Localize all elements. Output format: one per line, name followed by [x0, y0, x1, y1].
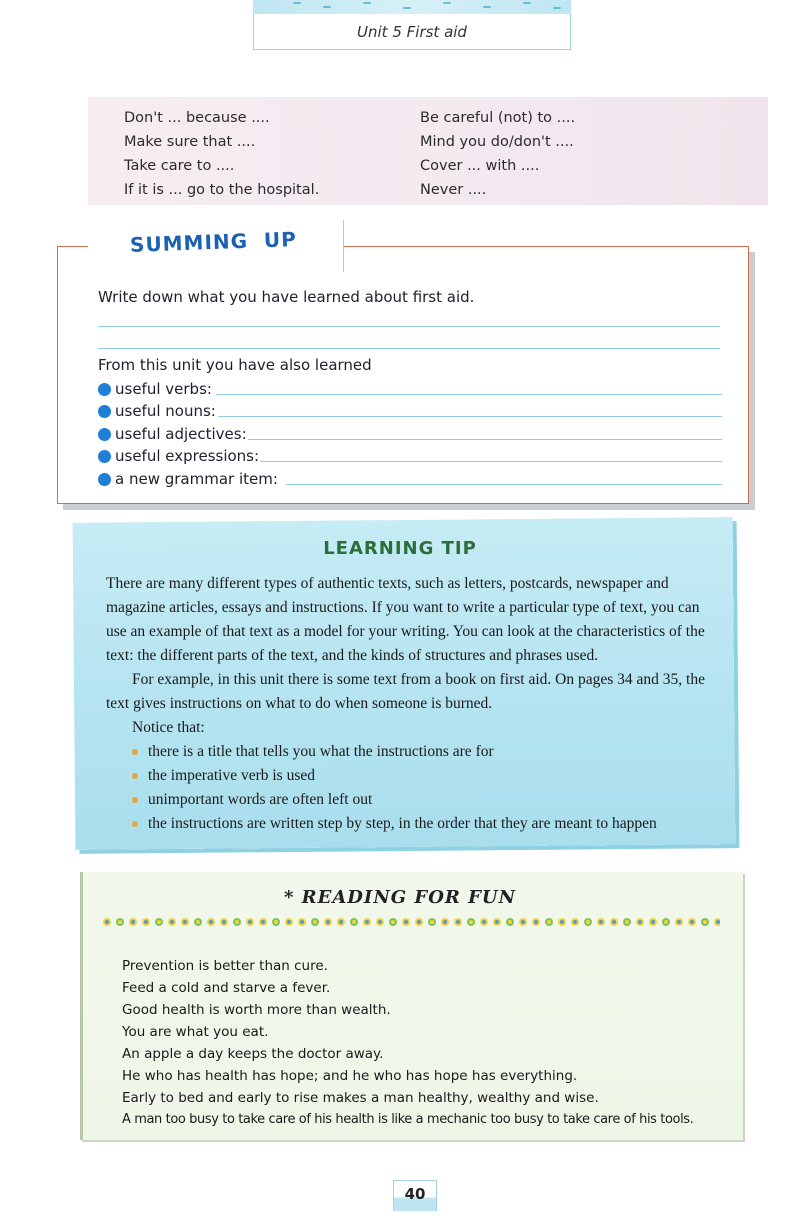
- flower-icon: [258, 917, 268, 927]
- write-line[interactable]: [98, 348, 720, 349]
- bullet-dot-icon: [98, 405, 111, 418]
- flower-icon: [700, 917, 710, 927]
- learned-item-expressions: [98, 445, 259, 467]
- flower-icon: [271, 917, 281, 927]
- proverb-line: Good health is worth more than wealth.: [122, 1002, 391, 1018]
- flower-icon: [141, 917, 151, 927]
- flower-icon: [362, 917, 372, 927]
- write-line-verbs[interactable]: [216, 394, 722, 395]
- tip-bullet: there is a title that tells you what the instructions are for: [132, 740, 716, 764]
- expression-item: Take care to ....: [124, 158, 235, 174]
- expression-item: Mind you do/don't ....: [420, 134, 574, 150]
- flower-icon: [193, 917, 203, 927]
- flower-icon: [284, 917, 294, 927]
- proverb-line: Feed a cold and starve a fever.: [122, 980, 331, 996]
- tip-bullet: the instructions are written step by step, in the order that they are meant to happen: [132, 812, 716, 836]
- summing-up-prompt: Write down what you have learned about first aid.: [98, 288, 475, 306]
- flower-icon: [297, 917, 307, 927]
- flower-icon: [401, 917, 411, 927]
- learned-item-label: useful verbs:: [115, 380, 212, 398]
- bullet-dot-icon: [98, 428, 111, 441]
- flower-icon: [219, 917, 229, 927]
- write-line-adjectives[interactable]: [248, 439, 722, 440]
- flower-icon: [167, 917, 177, 927]
- flower-icon: [557, 917, 567, 927]
- flower-icon: [648, 917, 658, 927]
- flower-icon: [414, 917, 424, 927]
- flower-icon: [674, 917, 684, 927]
- flower-icon: [622, 917, 632, 927]
- flower-icon: [180, 917, 190, 927]
- page-number-text: 40: [404, 1185, 426, 1203]
- proverb-line: Prevention is better than cure.: [122, 958, 328, 974]
- flower-icon: [466, 917, 476, 927]
- flower-icon: [505, 917, 515, 927]
- flower-icon: [492, 917, 502, 927]
- bullet-dot-icon: [98, 473, 111, 486]
- learning-tip-title: LEARNING TIP: [323, 538, 477, 559]
- learned-item-verbs: [98, 378, 212, 400]
- expressions-right-column: [420, 106, 575, 202]
- expressions-left-column: [124, 106, 319, 202]
- flower-icon: [128, 917, 138, 927]
- proverb-line: An apple a day keeps the doctor away.: [122, 1046, 384, 1062]
- proverb-line: He who has health has hope; and he who has hope has everything.: [122, 1068, 578, 1084]
- expression-item: Make sure that ....: [124, 134, 256, 150]
- reading-for-fun-lines: [122, 955, 693, 1131]
- flower-icon: [349, 917, 359, 927]
- flower-icon: [518, 917, 528, 927]
- flower-border-decoration: [102, 914, 720, 930]
- write-line-nouns[interactable]: [218, 416, 722, 417]
- flower-icon: [115, 917, 125, 927]
- write-line[interactable]: [98, 326, 720, 327]
- flower-icon: [154, 917, 164, 927]
- summing-up-title: SUMMING UP: [129, 227, 298, 257]
- flower-icon: [232, 917, 242, 927]
- learned-item-grammar: [98, 468, 278, 490]
- flower-icon: [375, 917, 385, 927]
- write-line-grammar[interactable]: [286, 484, 722, 485]
- write-line-expressions[interactable]: [260, 461, 722, 462]
- expression-item: Be careful (not) to ....: [420, 110, 576, 126]
- flower-icon: [102, 917, 112, 927]
- expression-item: Don't ... because ....: [124, 110, 270, 126]
- flower-icon: [388, 917, 398, 927]
- learning-tip-body: [106, 572, 716, 836]
- flower-icon: [687, 917, 697, 927]
- learned-item-label: useful nouns:: [115, 402, 216, 420]
- expression-item: Never ....: [420, 182, 487, 198]
- flower-icon: [245, 917, 255, 927]
- flower-icon: [661, 917, 671, 927]
- page-number: [393, 1180, 437, 1211]
- unit-label-text: Unit 5 First aid: [357, 22, 467, 41]
- tip-bullet-list: [106, 740, 716, 836]
- flower-icon: [427, 917, 437, 927]
- flower-icon: [583, 917, 593, 927]
- bullet-dot-icon: [98, 383, 111, 396]
- flower-icon: [479, 917, 489, 927]
- tip-bullet: the imperative verb is used: [132, 764, 716, 788]
- flower-icon: [323, 917, 333, 927]
- learned-item-nouns: [98, 400, 216, 422]
- learned-item-label: a new grammar item:: [115, 470, 278, 488]
- flower-icon: [596, 917, 606, 927]
- expression-item: If it is ... go to the hospital.: [124, 182, 320, 198]
- flower-icon: [570, 917, 580, 927]
- flower-icon: [453, 917, 463, 927]
- proverb-line: A man too busy to take care of his health is like a mechanic too busy to take care of his tools.: [122, 1112, 694, 1127]
- proverb-line: You are what you eat.: [122, 1024, 269, 1040]
- learned-item-adjectives: [98, 423, 247, 445]
- learned-item-label: useful expressions:: [115, 447, 260, 465]
- unit-label: [253, 14, 571, 50]
- tip-notice: Notice that:: [132, 719, 205, 736]
- tip-paragraph-1: There are many different types of authentic texts, such as letters, postcards, newspaper and magazine articles, essays and instructions. If you want to write a particular type of text, you can use an example of that text as a model for your writing. You can look at the characteristics of the text: the different parts of the text, and the kinds of structures and phrases used.: [106, 575, 705, 664]
- tip-paragraph-2: For example, in this unit there is some text from a book on first aid. On pages 34 and 35, the text gives instructions on what to do when someone is burned.: [106, 671, 705, 712]
- reading-for-fun-title: * READING FOR FUN: [283, 887, 517, 908]
- flower-icon: [336, 917, 346, 927]
- tip-bullet: unimportant words are often left out: [132, 788, 716, 812]
- flower-icon: [531, 917, 541, 927]
- proverb-line: Early to bed and early to rise makes a man healthy, wealthy and wise.: [122, 1090, 599, 1106]
- flower-icon: [635, 917, 645, 927]
- flower-icon: [609, 917, 619, 927]
- expression-item: Cover ... with ....: [420, 158, 540, 174]
- header-decoration-strip: [253, 0, 571, 14]
- learned-item-label: useful adjectives:: [115, 425, 247, 443]
- flower-icon: [713, 917, 720, 927]
- flower-icon: [206, 917, 216, 927]
- bullet-dot-icon: [98, 450, 111, 463]
- flower-icon: [440, 917, 450, 927]
- flower-icon: [544, 917, 554, 927]
- also-learned-label: From this unit you have also learned: [98, 356, 372, 374]
- flower-icon: [310, 917, 320, 927]
